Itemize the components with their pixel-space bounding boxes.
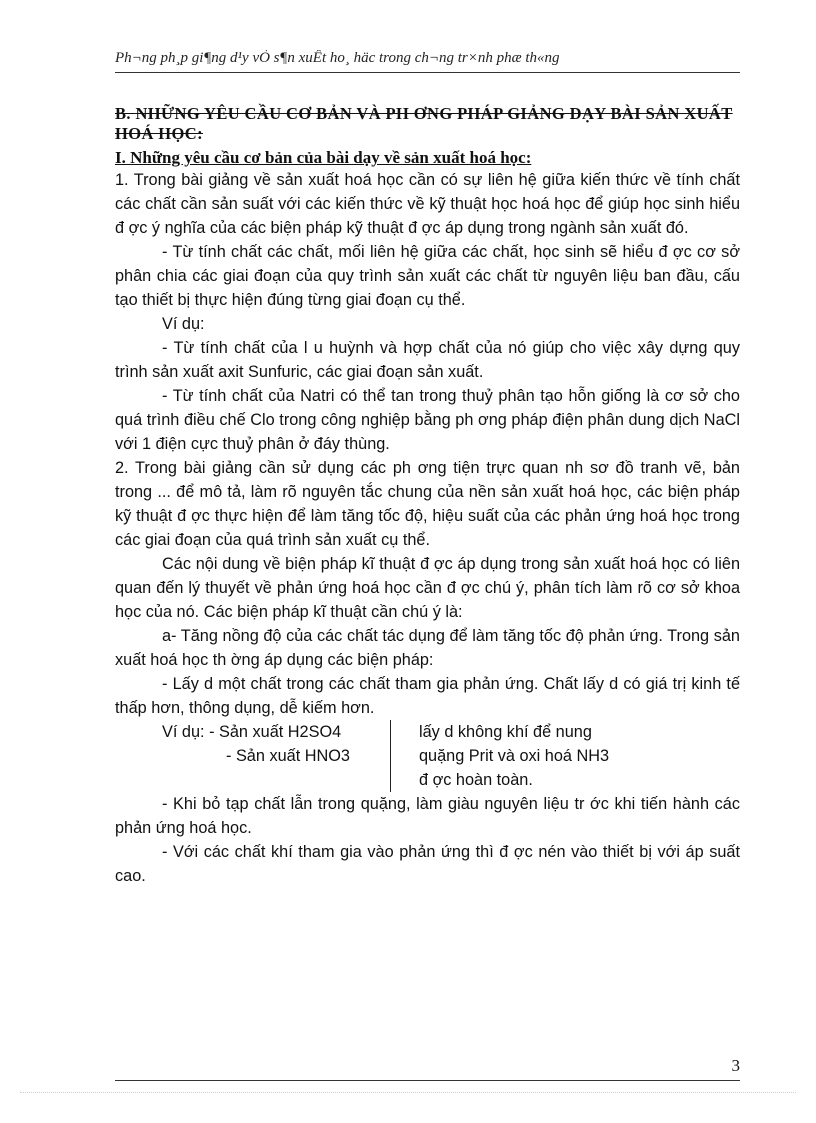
paragraph-11: - Với các chất khí tham gia vào phản ứng thì đ ợc nén vào thiết bị với áp suất cao. bbox=[115, 843, 740, 885]
page-bottom-dotted-line bbox=[20, 1092, 796, 1093]
example-right-line-3: đ ợc hoàn toàn. bbox=[419, 771, 533, 789]
example-right-line-1: lấy d không khí để nung bbox=[419, 723, 592, 741]
paragraph-9: - Lấy d một chất trong các chất tham gia phản ứng. Chất lấy d có giá trị kinh tế thấp hơn, thông dụng, dễ kiếm hơn. bbox=[115, 675, 740, 717]
example-left-line-1: Ví dụ: - Sản xuất H2SO4 bbox=[162, 723, 342, 741]
paragraph-10: - Khi bỏ tạp chất lẫn trong quặng, làm giàu nguyên liệu tr ớc khi tiến hành các phản ứng hoá học. bbox=[115, 795, 740, 837]
example-left-line-2: - Sản xuất HNO3 bbox=[226, 747, 350, 765]
paragraph-3: Ví dụ: bbox=[162, 315, 205, 333]
page-header-title: Ph¬ng ph¸p gi¶ng d¹y vÒ s¶n xuÊt ho¸ häc trong ch¬ng tr×nh phæ th«ng bbox=[115, 50, 560, 66]
example-left-column bbox=[115, 720, 391, 792]
footer-divider bbox=[115, 1080, 740, 1081]
body-text bbox=[115, 168, 740, 888]
example-right-column bbox=[391, 720, 740, 792]
page-number: 3 bbox=[731, 1056, 740, 1075]
paragraph-7: Các nội dung về biện pháp kĩ thuật đ ợc áp dụng trong sản xuất hoá học có liên quan đến lý thuyết về phản ứng hoá học cần đ ợc chú ý, phân tích làm rõ cơ sở khoa học của nó. Các biện pháp kĩ thuật cần chú ý là: bbox=[115, 555, 740, 621]
example-left-line-3 bbox=[162, 768, 390, 792]
example-table bbox=[115, 720, 740, 792]
paragraph-6: 2. Trong bài giảng cần sử dụng các ph ơng tiện trực quan nh sơ đồ tranh vẽ, bản trong ... để mô tả, làm rõ nguyên tắc chung của nền sản xuất hoá học, các biện pháp kỹ thuật đ ợc thực hiện để làm tăng tốc độ, hiệu suất của các phản ứng hoá học trong các giai đoạn của quá trình sản xuất cụ thể. bbox=[115, 459, 740, 549]
subsection-title: I. Những yêu cầu cơ bản của bài dạy về sản xuất hoá học: bbox=[115, 148, 532, 167]
paragraph-5: - Từ tính chất của Natri có thể tan trong thuỷ phân tạo hỗn giống là cơ sở cho quá trình điều chế Clo trong công nghiệp bằng ph ơng pháp điện phân dung dịch NaCl với 1 điện cực thuỷ phân ở đáy thùng. bbox=[115, 387, 740, 453]
example-right-line-2: quặng Prit và oxi hoá NH3 bbox=[419, 747, 610, 765]
paragraph-4: - Từ tính chất của l u huỳnh và hợp chất của nó giúp cho việc xây dựng quy trình sản xuất axit Sunfuric, các giai đoạn sản xuất. bbox=[115, 339, 740, 381]
paragraph-2: - Từ tính chất các chất, mối liên hệ giữa các chất, học sinh sẽ hiểu đ ợc cơ sở phân chia các giai đoạn của quy trình sản xuất các chất từ nguyên liệu ban đầu, cấu tạo thiết bị thực hiện đúng từng giai đoạn cụ thể. bbox=[115, 243, 740, 309]
section-title: B. NHỮNG YÊU CẦU CƠ BẢN VÀ PH ƠNG PHÁP GIẢNG DẠY BÀI SẢN XUẤT HOÁ HỌC: bbox=[115, 104, 733, 143]
header-divider bbox=[115, 72, 740, 73]
paragraph-8: a- Tăng nồng độ của các chất tác dụng để làm tăng tốc độ phản ứng. Trong sản xuất hoá học th ờng áp dụng các biện pháp: bbox=[115, 627, 740, 669]
paragraph-1: 1. Trong bài giảng về sản xuất hoá học cần có sự liên hệ giữa kiến thức về tính chất các chất cần sản suất với các kiến thức về kỹ thuật học hoá học để giúp học sinh hiểu đ ợc ý nghĩa của các biện pháp kỹ thuật đ ợc áp dụng trong ngành sản xuất đó. bbox=[115, 171, 740, 237]
